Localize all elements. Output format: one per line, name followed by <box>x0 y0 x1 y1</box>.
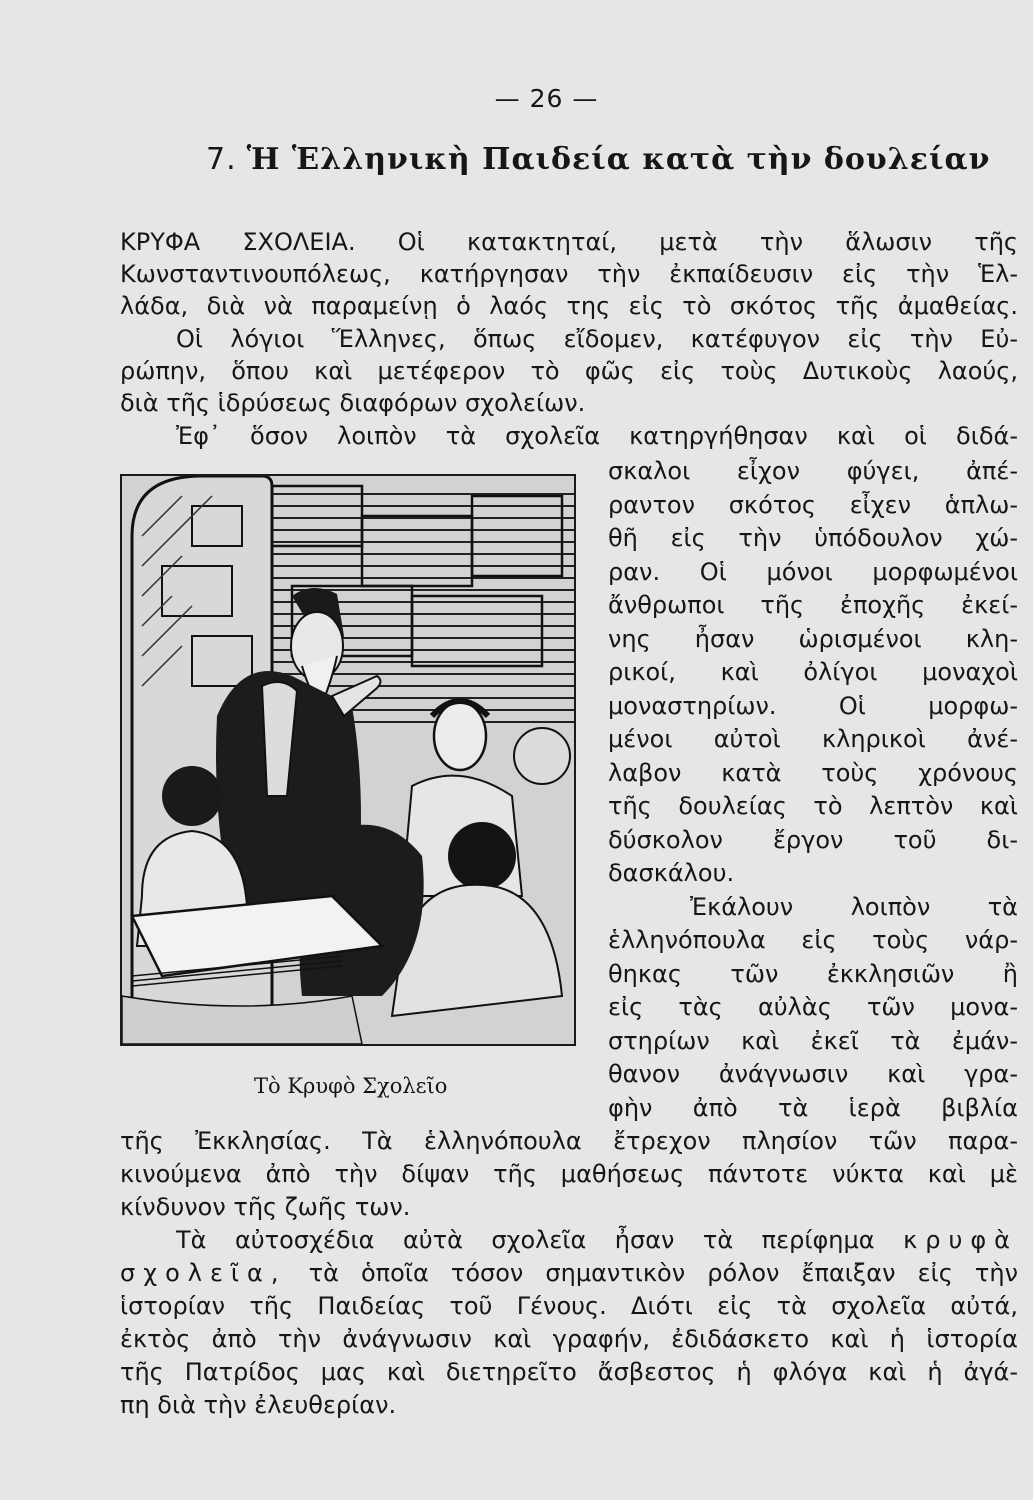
chapter-title <box>206 142 990 177</box>
final-paragraph-line: πη διὰ τὴν ἐλευθερίαν. <box>120 1391 397 1419</box>
scholeia-emphasis: σχολεῖα, <box>120 1259 287 1287</box>
chapter-number: 7. <box>206 142 237 177</box>
body-line: λάδα, διὰ νὰ παραμείνῃ ὁ λαός της εἰς τὸ σκότος τῆς ἀμαθείας. <box>120 292 1018 320</box>
column-line: ἑλληνόπουλα εἰς τοὺς νάρ- <box>608 926 1018 954</box>
column-line: εἰς τὰς αὐλὰς τῶν μονα- <box>608 993 1018 1021</box>
column-line: μένοι αὐτοὶ κληρικοὶ ἀνέ- <box>608 725 1018 753</box>
column-line: νης ἦσαν ὡρισμένοι κλη- <box>608 625 1018 653</box>
final-paragraph-line: ἱστορίαν τῆς Παιδείας τοῦ Γένους. Διότι εἰς τὰ σχολεῖα αὐτά, <box>120 1292 1018 1320</box>
column-line: ραν. Οἱ μόνοι μορφωμένοι <box>608 558 1018 586</box>
body-line: ρώπην, ὅπου καὶ μετέφερον τὸ φῶς εἰς τοὺς Δυτικοὺς λαούς, <box>120 357 1018 385</box>
final-paragraph-line: τῆς Πατρίδος μας καὶ διετηρεῖτο ἄσβεστος ἡ φλόγα καὶ ἡ ἀγά- <box>120 1358 1018 1386</box>
column-line: θῆ εἰς τὴν ὑπόδουλον χώ- <box>608 524 1018 552</box>
column-line: δασκάλου. <box>608 859 735 887</box>
body-line: κίνδυνον τῆς ζωῆς των. <box>120 1193 411 1221</box>
column-line: σκαλοι εἶχον φύγει, ἀπέ- <box>608 457 1018 485</box>
page-number: — 26 — <box>494 84 599 113</box>
hidden-school-illustration <box>120 474 576 1046</box>
column-line: θηκας τῶν ἐκκλησιῶν ἢ <box>608 960 1018 988</box>
column-line: μοναστηρίων. Οἱ μορφω- <box>608 692 1018 720</box>
column-line: φὴν ἀπὸ τὰ ἱερὰ βιβλία <box>608 1094 1018 1122</box>
final-paragraph-line: ἐκτὸς ἀπὸ τὴν ἀνάγνωσιν καὶ γραφήν, ἐδιδάσκετο καὶ ἡ ἱστορία <box>120 1325 1018 1353</box>
body-line: Ἐφ᾽ ὅσον λοιπὸν τὰ σχολεῖα κατηργήθησαν καὶ οἱ διδά- <box>176 422 1018 450</box>
final-paragraph-text: Τὰ αὐτοσχέδια αὐτὰ σχολεῖα ἦσαν τὰ περίφημα <box>176 1226 875 1254</box>
column-line: ρικοί, καὶ ὀλίγοι μοναχοὶ <box>608 658 1018 686</box>
body-line: Κωνσταντινουπόλεως, κατήργησαν τὴν ἐκπαίδευσιν εἰς τὴν Ἑλ- <box>120 260 1018 288</box>
body-line: διὰ τῆς ἱδρύσεως διαφόρων σχολείων. <box>120 389 586 417</box>
column-line: λαβον κατὰ τοὺς χρόνους <box>608 759 1018 787</box>
body-line: κινούμενα ἀπὸ τὴν δίψαν τῆς μαθήσεως πάντοτε νύκτα καὶ μὲ <box>120 1160 1018 1188</box>
chapter-title-text: Ἡ Ἑλληνικὴ Παιδεία κατὰ τὴν δουλείαν <box>246 142 991 177</box>
body-line: Οἱ λόγιοι Ἕλληνες, ὅπως εἴδομεν, κατέφυγον εἰς τὴν Εὐ- <box>176 325 1018 353</box>
column-line: δύσκολον ἔργον τοῦ δι- <box>608 826 1018 854</box>
column-line: ἄνθρωποι τῆς ἐποχῆς ἐκεί- <box>608 591 1018 619</box>
final-paragraph-text: τὰ ὁποῖα τόσον σημαντικὸν ρόλον ἔπαιξαν εἰς τὴν <box>308 1259 1018 1287</box>
body-line: τῆς Ἐκκλησίας. Τὰ ἑλληνόπουλα ἔτρεχον πλησίον τῶν παρα- <box>120 1127 1018 1155</box>
column-line: Ἐκάλουν λοιπὸν τὰ <box>690 893 1018 921</box>
column-line: θανον ἀνάγνωσιν καὶ γρα- <box>608 1060 1018 1088</box>
column-line: στηρίων καὶ ἐκεῖ τὰ ἐμάν- <box>608 1027 1018 1055</box>
column-line: ραντον σκότος εἶχεν ἁπλω- <box>608 491 1018 519</box>
final-paragraph-line <box>120 1259 1018 1287</box>
final-paragraph-line <box>176 1226 1018 1254</box>
column-line: τῆς δουλείας τὸ λεπτὸν καὶ <box>608 792 1018 820</box>
figure-caption: Τὸ Κρυφὸ Σχολεῖο <box>254 1074 448 1098</box>
body-line: ΚΡΥΦΑ ΣΧΟΛΕΙΑ. Οἱ κατακτηταί, μετὰ τὴν ἅλωσιν τῆς <box>120 228 1018 256</box>
kryfa-emphasis: κρυφὰ <box>903 1226 1018 1254</box>
